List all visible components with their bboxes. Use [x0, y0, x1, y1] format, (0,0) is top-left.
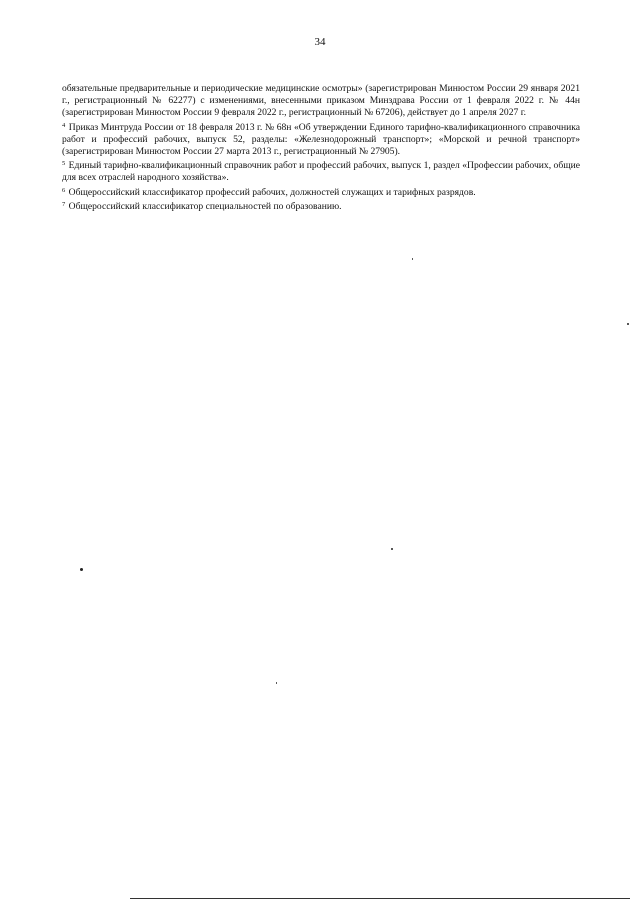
footnote-number: 5 [62, 160, 66, 168]
footnote-6 [62, 185, 580, 199]
page-number: 34 [314, 36, 326, 48]
scan-speck [627, 323, 629, 325]
footnote-number: 6 [62, 186, 66, 194]
footnote-text: Общероссийский классификатор профессий рабочих, должностей служащих и тарифных разрядов. [68, 186, 476, 198]
footnote-5 [62, 158, 580, 184]
scan-edge-line [130, 898, 630, 899]
footnote-text: Единый тарифно-квалификационный справочник работ и профессий рабочих, выпуск 1, раздел «Профессии рабочих, общие для всех отраслей народного хозяйства». [62, 160, 580, 184]
footnote-4 [62, 120, 580, 159]
scan-speck [276, 682, 277, 684]
footnote-7 [62, 199, 580, 213]
footnote-text: Приказ Минтруда России от 18 февраля 2013 г. № 68н «Об утверждении Единого тарифно-квалификационного справочника работ и профессий рабочих, выпуск 52, разделы: «Железнодорожный транспорт»; «Морской и речной транспорт» (зарегистрирован Минюстом России 27 марта 2013 г., регистрационный № 27905). [62, 121, 580, 158]
scan-speck [391, 548, 393, 550]
footnote-number: 4 [62, 121, 66, 129]
footnotes-block [62, 83, 580, 213]
scan-speck [412, 258, 413, 260]
scan-speck [80, 568, 83, 571]
footnote-text: Общероссийский классификатор специальностей по образованию. [68, 200, 342, 212]
continued-footnote-text: обязательные предварительные и периодические медицинские осмотры» (зарегистрирован Минюстом России 29 января 2021 г., регистрационный № 62277) с изменениями, внесенными приказом Минздрава России от 1 февраля 2022 г. № 44н (зарегистрирован Минюстом России 9 февраля 2022 г., регистрационный № 67206), действует до 1 апреля 2027 г. [62, 83, 580, 119]
footnote-number: 7 [62, 200, 66, 208]
